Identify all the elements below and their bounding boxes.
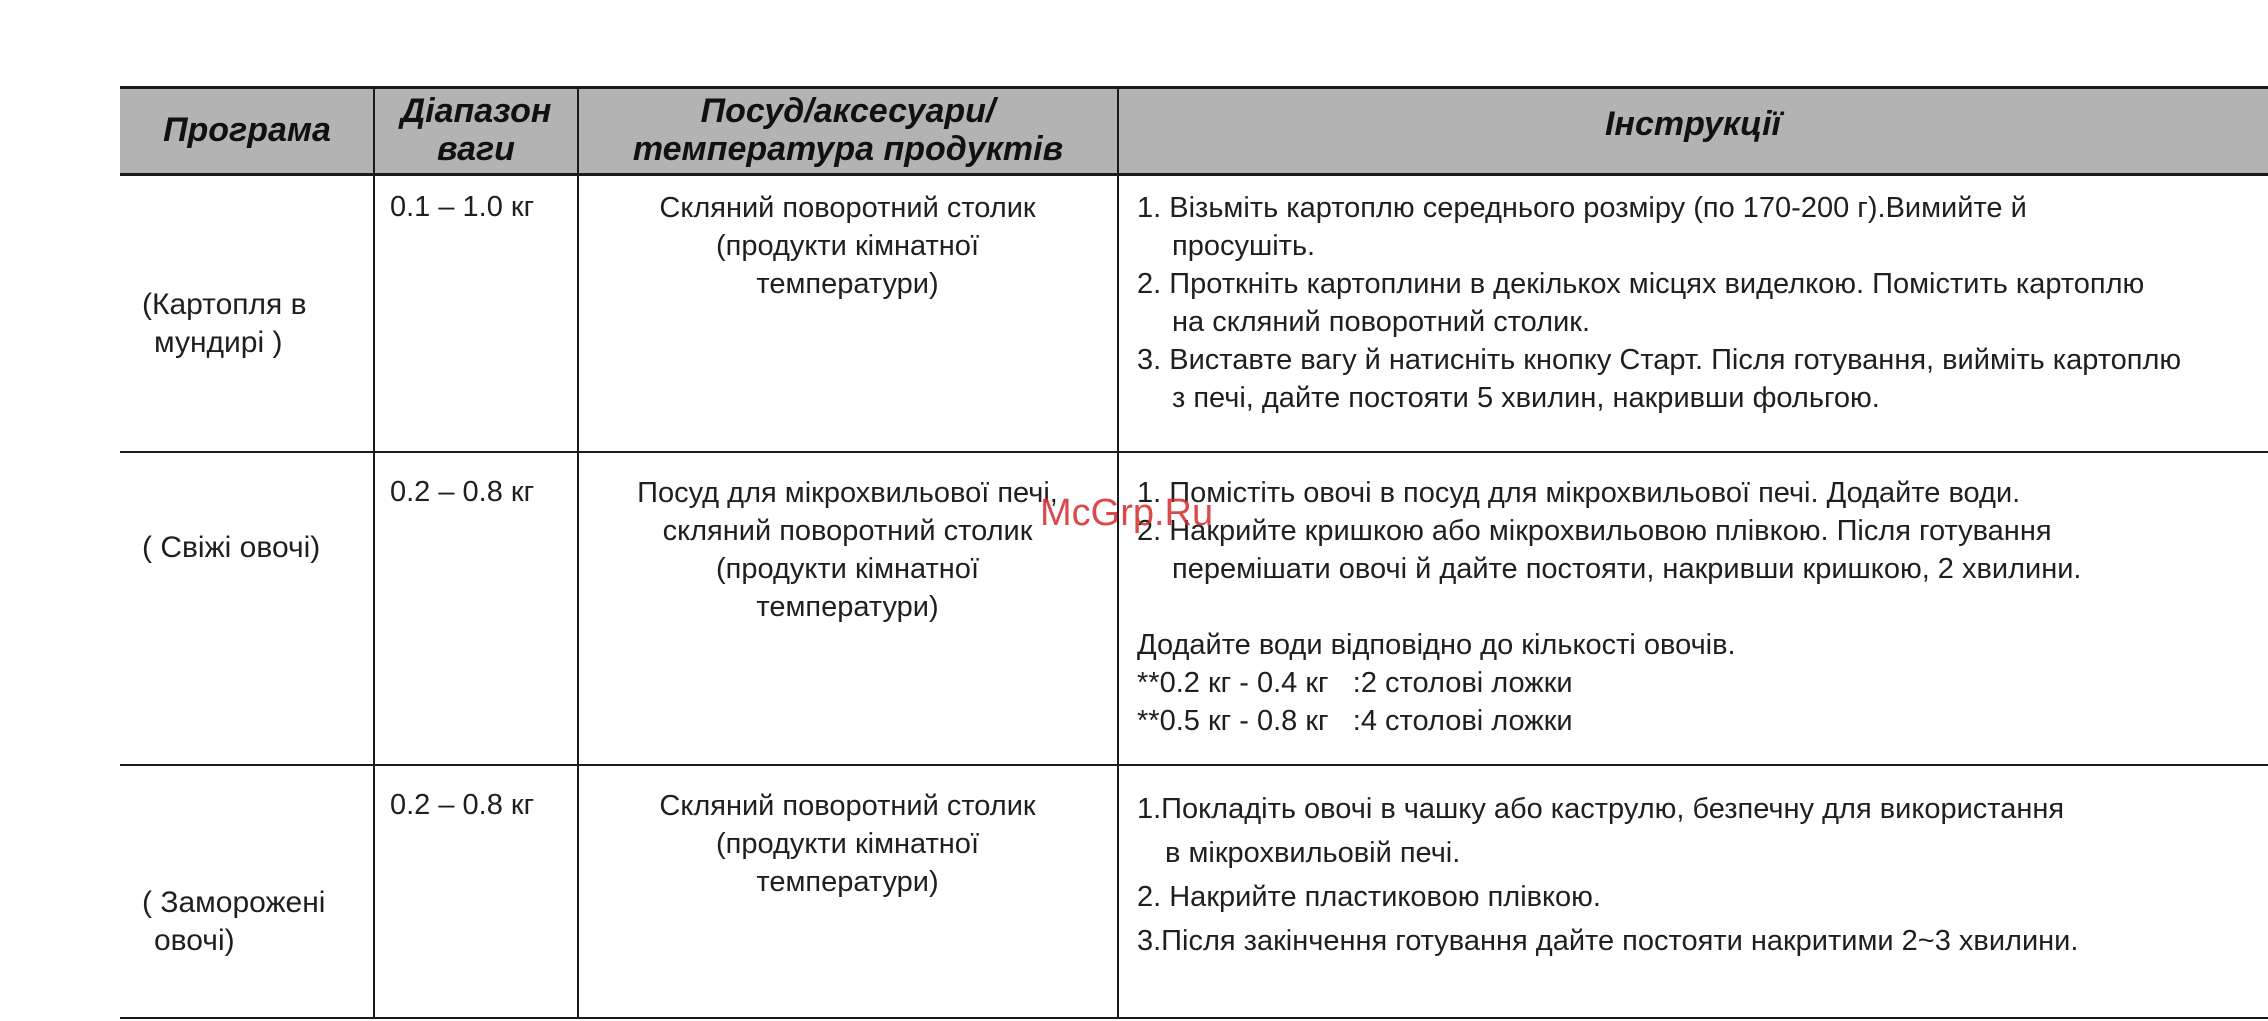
instruction-line: Додайте води відповідно до кількості овочів. <box>1137 629 1736 661</box>
rule-col3 <box>1117 86 1119 1019</box>
rule-col2 <box>577 86 579 1017</box>
row2-dishes <box>584 474 1111 626</box>
row2-dishes-line: Посуд для мікрохвильової печі, <box>637 477 1058 509</box>
header-weight-range-line1: Діапазон <box>400 91 552 130</box>
header-program-label: Програма <box>163 110 331 149</box>
row1-dishes <box>590 189 1105 303</box>
header-dishes-line2: температура продуктів <box>632 129 1064 168</box>
row3-dishes-line: Скляний поворотний столик <box>659 790 1036 822</box>
rule-col1 <box>373 86 375 1017</box>
row2-program-line1: ( Свіжі овочі) <box>142 531 321 564</box>
row1-program-line1: (Картопля в <box>142 288 307 321</box>
instruction-line: 2. Накрийте кришкою або мікрохвильовою плівкою. Після готування <box>1137 515 2052 547</box>
instruction-line: на скляний поворотний столик. <box>1172 306 1591 338</box>
instruction-line: 1. Помістіть овочі в посуд для мікрохвильової печі. Додайте води. <box>1137 477 2021 509</box>
row3-instructions <box>1137 787 2078 963</box>
row1-dishes-line: температури) <box>756 268 939 300</box>
rule-bottom <box>120 1017 2268 1019</box>
rule-top <box>120 86 2268 89</box>
rule-row1-bottom <box>120 451 2268 453</box>
header-weight-range <box>374 86 578 173</box>
row3-dishes <box>590 787 1105 901</box>
row3-dishes-line: температури) <box>756 866 939 898</box>
instruction-line: 1. Візьміть картоплю середнього розміру (по 170-200 г).Вимийте й <box>1137 192 2027 224</box>
row1-program-line2: мундирі ) <box>154 326 283 359</box>
row3-program-line2: овочі) <box>154 924 235 957</box>
rule-row2-bottom <box>120 764 2268 766</box>
row3-program-line1: ( Заморожені <box>142 886 326 919</box>
rule-header-bottom <box>120 173 2268 176</box>
row1-program <box>142 286 307 362</box>
row1-instructions <box>1137 189 2181 417</box>
row2-instructions <box>1137 474 2082 740</box>
instruction-line: **0.2 кг - 0.4 кг :2 столові ложки <box>1137 667 1573 699</box>
row1-dishes-line: (продукти кімнатної <box>715 230 979 262</box>
instruction-line: 2. Проткніть картоплини в декількох місцях виделкою. Помістить картоплю <box>1137 268 2145 300</box>
instruction-line: просушіть. <box>1172 230 1316 262</box>
header-dishes-line1: Посуд/аксесуари/ <box>700 91 996 130</box>
header-instructions <box>1118 80 2268 167</box>
program-table <box>120 86 2268 1019</box>
row2-dishes-line: (продукти кімнатної <box>715 553 979 585</box>
instruction-line: 2. Накрийте пластиковою плівкою. <box>1137 881 1601 913</box>
row2-dishes-line: скляний поворотний столик <box>662 515 1033 547</box>
header-program <box>120 86 374 173</box>
instruction-line: з печі, дайте постояти 5 хвилин, накривши фольгою. <box>1172 382 1880 414</box>
row3-dishes-line: (продукти кімнатної <box>715 828 979 860</box>
header-dishes <box>578 86 1118 173</box>
watermark: McGrp.Ru <box>1040 492 1214 534</box>
row1-weight: 0.1 – 1.0 кг <box>390 191 535 223</box>
row1-dishes-line: Скляний поворотний столик <box>659 192 1036 224</box>
instruction-line: в мікрохвильовій печі. <box>1165 837 1461 869</box>
instruction-line: **0.5 кг - 0.8 кг :4 столові ложки <box>1137 705 1573 737</box>
header-weight-range-line2: ваги <box>437 129 515 168</box>
row2-dishes-line: температури) <box>756 591 939 623</box>
row3-weight: 0.2 – 0.8 кг <box>390 789 535 821</box>
instruction-line: 3.Після закінчення готування дайте постояти накритими 2~3 хвилини. <box>1137 925 2079 957</box>
instruction-line: 3. Виставте вагу й натисніть кнопку Старт. Після готування, вийміть картоплю <box>1137 344 2182 376</box>
instruction-line: 1.Покладіть овочі в чашку або каструлю, безпечну для використання <box>1137 793 2065 825</box>
row2-program <box>142 529 320 567</box>
header-instructions-label: Інструкції <box>1604 104 1781 143</box>
instruction-line: перемішати овочі й дайте постояти, накривши кришкою, 2 хвилини. <box>1172 553 2082 585</box>
row2-weight: 0.2 – 0.8 кг <box>390 476 535 508</box>
row3-program <box>142 884 325 960</box>
